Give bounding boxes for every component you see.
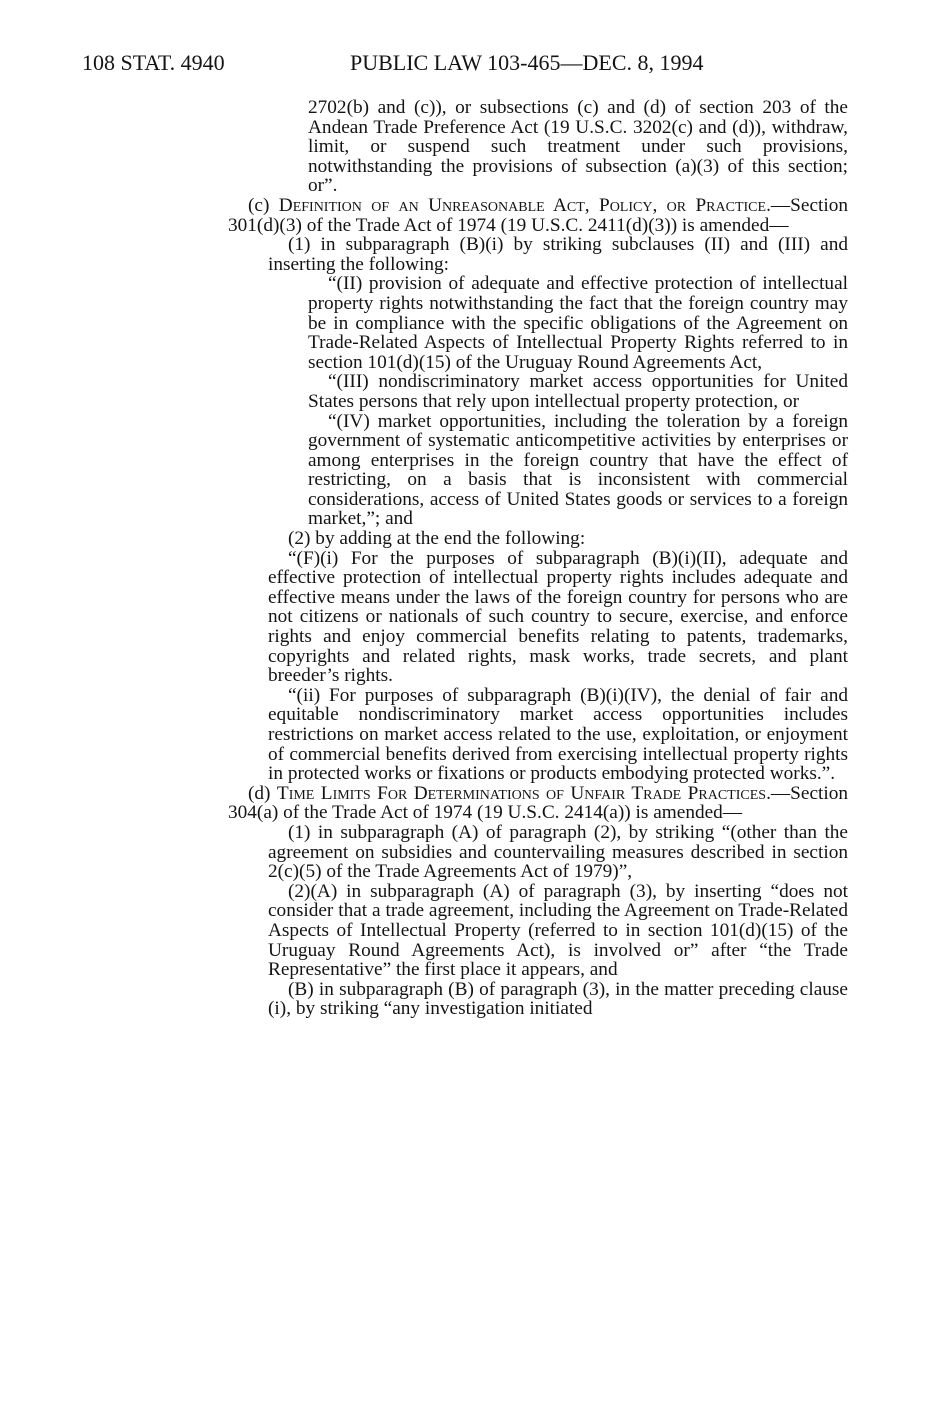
paragraph-c1: (1) in subparagraph (B)(i) by striking subclauses (II) and (III) and inserting the following: bbox=[268, 234, 848, 275]
quoted-subclause-III: “(III) nondiscriminatory market access opportunities for United States persons that rely upon intellectual property protection, or bbox=[308, 371, 848, 412]
paragraph-d2B: (B) in subparagraph (B) of paragraph (3), in the matter preceding clause (i), by striking “any investigation initiated bbox=[268, 978, 848, 1020]
quoted-subclause-II: “(II) provision of adequate and effective protection of intellectual property rights notwithstanding the fact that the foreign country may be in compliance with the specific obligations of the Agreement on Trade-Related Aspects of Intellectual Property Rights referred to in section 101(d)(15) of the Uruguay Round Agreements Act, bbox=[308, 273, 848, 373]
paragraph-d2A: (2)(A) in subparagraph (A) of paragraph (3), by inserting “does not consider that a trade agreement, including the Agreement on Trade-Related Aspects of Intellectual Property (referred to in section 101(d)(15) of the Uruguay Round Agreements Act), is involved or” after “the Trade Representative” the first place it appears, and bbox=[268, 880, 848, 981]
subsection-c-label: (c) bbox=[248, 194, 270, 216]
quoted-subclause-IV: “(IV) market opportunities, including the toleration by a foreign government of systematic anticompetitive activities by enterprises or among enterprises in the foreign country that have the effect of restricting, on a basis that is inconsistent with commercial considerations, access of United States goods or services to a foreign market,”; and bbox=[308, 410, 848, 530]
quoted-F-ii: “(ii) For purposes of subparagraph (B)(i)(IV), the denial of fair and equitable nondiscriminatory market access opportunities includes restrictions on market access related to the use, exploitation, or enjoyment of commercial benefits derived from exercising intellectual property rights in protected works or fixations or products embodying protected works.”. bbox=[268, 684, 848, 785]
subsection-c bbox=[228, 196, 848, 235]
subsection-d-text: .—Section 304(a) of the Trade Act of 1974 (19 U.S.C. 2414(a)) is amended— bbox=[228, 782, 848, 824]
quoted-F-i: “(F)(i) For the purposes of subparagraph (B)(i)(II), adequate and effective protection of intellectual property rights includes adequate and effective means under the laws of the foreign country for persons who are not citizens or nationals of such country to secure, exercise, and enforce rights and enjoy commercial benefits relating to patents, trademarks, copyrights and related rights, mask works, trade secrets, and plant breeder’s rights. bbox=[268, 547, 848, 687]
paragraph-d1: (1) in subparagraph (A) of paragraph (2), by striking “(other than the agreement on subsidies and countervailing measures described in section 2(c)(5) of the Trade Agreements Act of 1979)”, bbox=[268, 821, 848, 883]
subsection-d-caption: Time Limits For Determinations of Unfair Trade Practices bbox=[276, 782, 767, 804]
subsection-c-caption: Definition of an Unreasonable Act, Policy, or Practice bbox=[278, 194, 767, 216]
law-title: PUBLIC LAW 103-465—DEC. 8, 1994 bbox=[350, 50, 704, 75]
subsection-d bbox=[228, 784, 848, 823]
page-citation: 108 STAT. 4940 bbox=[82, 50, 225, 75]
subsection-c-text: .—Section 301(d)(3) of the Trade Act of 1974 (19 U.S.C. 2411(d)(3)) is amended— bbox=[228, 194, 848, 236]
paragraph-c2: (2) by adding at the end the following: bbox=[288, 528, 586, 550]
continued-paragraph: 2702(b) and (c)), or subsections (c) and (d) of section 203 of the Andean Trade Preference Act (19 U.S.C. 3202(c) and (d)), withdraw, limit, or suspend such treatment under such provisions, notwithstanding the provisions of subsection (a)(3) of this section; or”. bbox=[308, 97, 848, 197]
subsection-d-label: (d) bbox=[248, 782, 271, 804]
statute-text bbox=[228, 98, 848, 1019]
